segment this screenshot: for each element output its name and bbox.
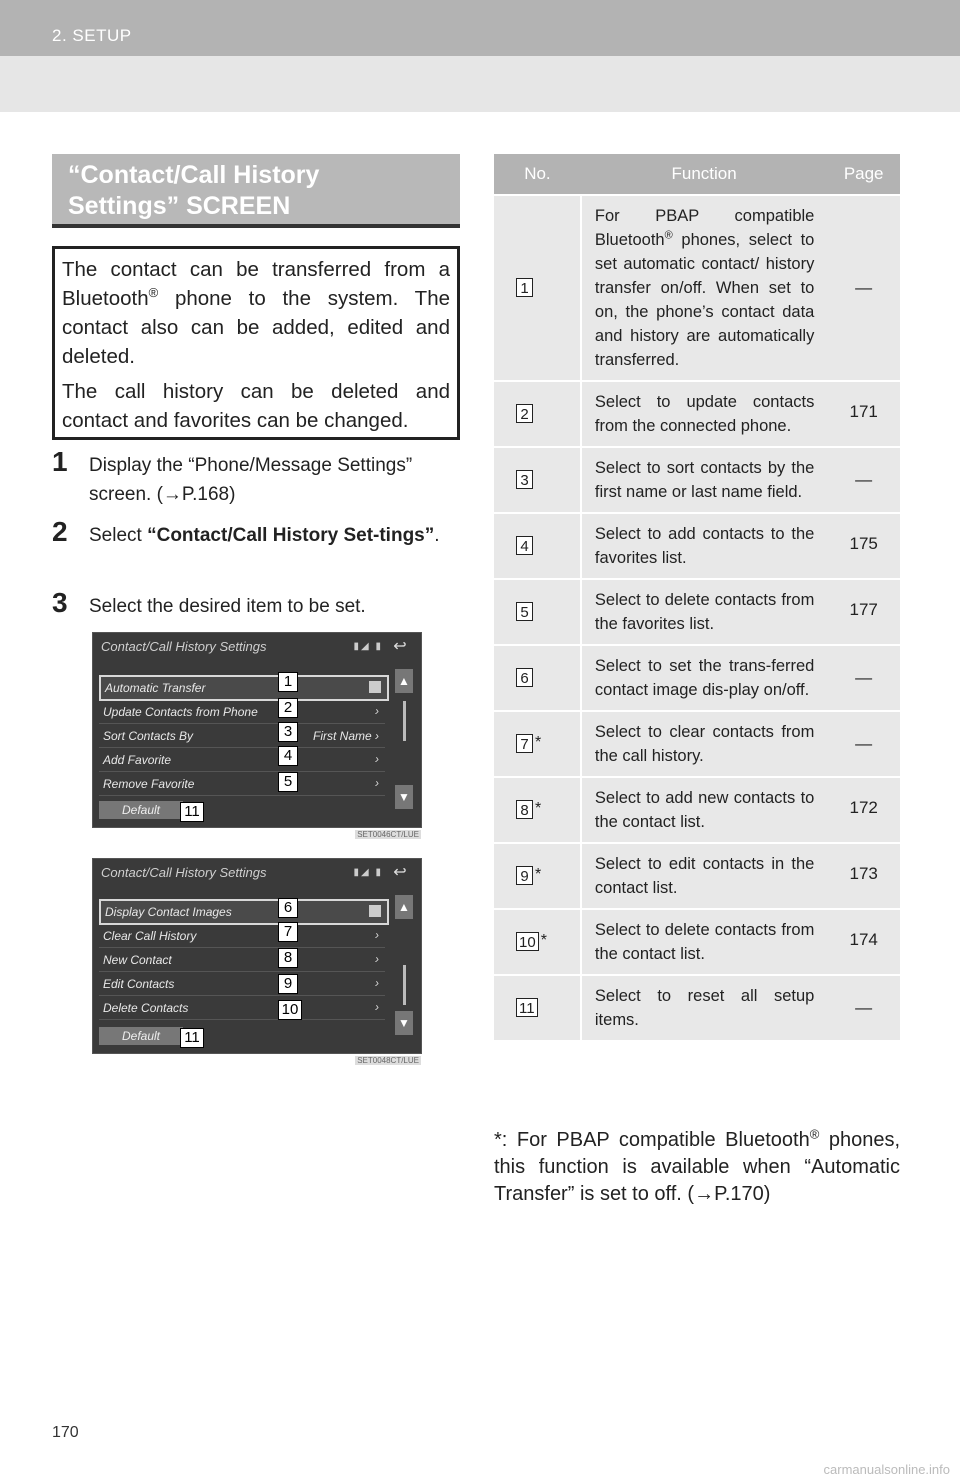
row-number-cell [494, 447, 581, 513]
chevron-right-icon: › [375, 752, 379, 766]
scroll-up-icon: ▲ [395, 669, 413, 693]
page-reference: 173 [827, 843, 900, 909]
row-number-cell [494, 975, 581, 1040]
header-function: Function [581, 154, 827, 195]
callout-8: 8 [278, 948, 298, 968]
function-description: Select to add contacts to the favorites list. [581, 513, 827, 579]
row-number-cell [494, 645, 581, 711]
row-clear-call-history[interactable]: Clear Call History › [99, 925, 385, 948]
row-number-cell [494, 195, 581, 381]
scroll-thumb [403, 701, 406, 741]
table-row [494, 447, 900, 513]
row-number: 11 [516, 998, 538, 1017]
function-description: Select to clear contacts from the call history. [581, 711, 827, 777]
row-delete-contacts[interactable]: Delete Contacts › [99, 997, 385, 1020]
checkbox-icon [369, 681, 381, 693]
function-description: Select to delete contacts from the favorites list. [581, 579, 827, 645]
page-reference: — [827, 195, 900, 381]
page-number: 170 [52, 1424, 79, 1441]
page-reference: — [827, 447, 900, 513]
header-page: Page [827, 154, 900, 195]
table-row [494, 975, 900, 1040]
callout-11: 11 [180, 802, 204, 822]
callout-5: 5 [278, 772, 298, 792]
scroll-thumb [403, 965, 406, 1005]
step-1 [52, 446, 472, 509]
status-icons: ▮◢ ▮ [353, 867, 383, 878]
function-description: Select to update contacts from the connected phone. [581, 381, 827, 447]
callout-3: 3 [278, 722, 298, 742]
row-number: 2 [516, 404, 533, 423]
default-button[interactable]: Default [99, 1027, 183, 1045]
row-edit-contacts[interactable]: Edit Contacts › [99, 973, 385, 996]
table-header-row [494, 154, 900, 195]
scroll-down-icon: ▼ [395, 785, 413, 809]
scrollbar[interactable] [395, 895, 413, 1035]
callout-2: 2 [278, 698, 298, 718]
screen-title: Contact/Call History Settings [101, 639, 267, 654]
function-description: Select to sort contacts by the first name or last name field. [581, 447, 827, 513]
scroll-down-icon: ▼ [395, 1011, 413, 1035]
page-reference: 177 [827, 579, 900, 645]
function-description: Select to edit contacts in the contact list. [581, 843, 827, 909]
scroll-up-icon: ▲ [395, 895, 413, 919]
page-reference: — [827, 645, 900, 711]
function-table [494, 154, 900, 1040]
intro-paragraph-1: The contact can be transferred from a Bluetooth® phone to the system. The contact also can be added, edited and deleted. [62, 258, 450, 368]
callout-7: 7 [278, 922, 298, 942]
availability-note-marker: * [535, 866, 542, 883]
header-subband [0, 56, 960, 112]
row-automatic-transfer[interactable]: Automatic Transfer [99, 675, 389, 701]
back-icon[interactable]: ↩ [393, 638, 407, 655]
row-add-favorite[interactable]: Add Favorite › [99, 749, 385, 772]
chevron-right-icon: › [375, 976, 379, 990]
row-update-contacts[interactable]: Update Contacts from Phone › [99, 701, 385, 724]
page-reference: — [827, 975, 900, 1040]
chevron-right-icon: › [375, 776, 379, 790]
row-number: 4 [516, 536, 533, 555]
function-description: For PBAP compatible Bluetooth® phones, select to set automatic contact/ history transfer on/off. When set to on, the phone’s contact data and history are automatically transferred. [581, 195, 827, 381]
function-description: Select to add new contacts to the contact list. [581, 777, 827, 843]
screen-title: Contact/Call History Settings [101, 865, 267, 880]
row-display-contact-images[interactable]: Display Contact Images [99, 899, 389, 925]
step-2 [52, 516, 472, 550]
row-number: 1 [516, 278, 533, 297]
row-number-cell [494, 777, 581, 843]
header-no: No. [494, 154, 581, 195]
step-text: Display the “Phone/Message Settings” screen. (→P.168) [89, 455, 413, 505]
section-header: 2. SETUP [52, 26, 132, 45]
row-number: 9 [516, 866, 533, 885]
back-icon[interactable]: ↩ [393, 864, 407, 881]
watermark: carmanualsonline.info [823, 1462, 950, 1477]
step-text: Select the desired item to be set. [89, 596, 366, 617]
table-row [494, 195, 900, 381]
section-title-line1: “Contact/Call History [68, 161, 320, 189]
row-number: 5 [516, 602, 533, 621]
chevron-right-icon: › [375, 704, 379, 718]
row-number: 10 [516, 932, 539, 951]
row-number: 6 [516, 668, 533, 687]
row-sort-contacts[interactable]: Sort Contacts By First Name › [99, 725, 385, 748]
row-number-cell [494, 843, 581, 909]
intro-paragraph-2: The call history can be deleted and contact and favorites can be changed. [62, 380, 450, 432]
row-number: 3 [516, 470, 533, 489]
table-row [494, 645, 900, 711]
image-code: SET0048CT/LUE [357, 1056, 419, 1065]
step-number: 3 [52, 587, 68, 618]
callout-1: 1 [278, 672, 298, 692]
table-row [494, 909, 900, 975]
step-number: 2 [52, 516, 68, 547]
row-new-contact[interactable]: New Contact › [99, 949, 385, 972]
checkbox-icon [369, 905, 381, 917]
function-description: Select to set the trans-ferred contact image dis-play on/off. [581, 645, 827, 711]
chevron-right-icon: › [375, 952, 379, 966]
row-number-cell [494, 909, 581, 975]
status-icons: ▮◢ ▮ [353, 641, 383, 652]
availability-note-marker: * [540, 932, 547, 949]
availability-note-marker: * [535, 800, 542, 817]
table-row [494, 777, 900, 843]
intro-box [52, 246, 460, 440]
function-description: Select to delete contacts from the contact list. [581, 909, 827, 975]
row-number-cell [494, 513, 581, 579]
page-reference: 172 [827, 777, 900, 843]
default-button[interactable]: Default [99, 801, 183, 819]
step-number: 1 [52, 446, 68, 477]
section-title-line2: Settings” SCREEN [68, 192, 291, 220]
callout-6: 6 [278, 898, 298, 918]
settings-screen-1 [92, 632, 422, 839]
table-row [494, 513, 900, 579]
footnote: *: For PBAP compatible Bluetooth® phones, this function is available when “Automatic Transfer” is set to off. (→P.170) [494, 1126, 901, 1205]
table-row [494, 381, 900, 447]
section-title [52, 154, 460, 228]
table-row [494, 711, 900, 777]
row-number: 8 [516, 800, 533, 819]
step-text: Select “Contact/Call History Set-tings”. [89, 525, 440, 546]
callout-11: 11 [180, 1028, 204, 1048]
chevron-right-icon: › [375, 928, 379, 942]
row-number: 7 [516, 734, 533, 753]
row-number-cell [494, 381, 581, 447]
table-row [494, 843, 900, 909]
scrollbar[interactable] [395, 669, 413, 809]
page-reference: 174 [827, 909, 900, 975]
function-description: Select to reset all setup items. [581, 975, 827, 1040]
header-band [0, 0, 960, 56]
availability-note-marker: * [535, 734, 542, 751]
page-reference: 175 [827, 513, 900, 579]
settings-screen-2 [92, 858, 422, 1065]
row-remove-favorite[interactable]: Remove Favorite › [99, 773, 385, 796]
chevron-right-icon: › [375, 1000, 379, 1014]
sort-value: First Name › [313, 729, 379, 743]
callout-10: 10 [278, 1000, 302, 1020]
callout-9: 9 [278, 974, 298, 994]
row-number-cell [494, 579, 581, 645]
callout-4: 4 [278, 746, 298, 766]
image-code: SET0046CT/LUE [357, 830, 419, 839]
row-number-cell [494, 711, 581, 777]
table-row [494, 579, 900, 645]
step-3 [52, 587, 472, 621]
page-reference: — [827, 711, 900, 777]
page-reference: 171 [827, 381, 900, 447]
